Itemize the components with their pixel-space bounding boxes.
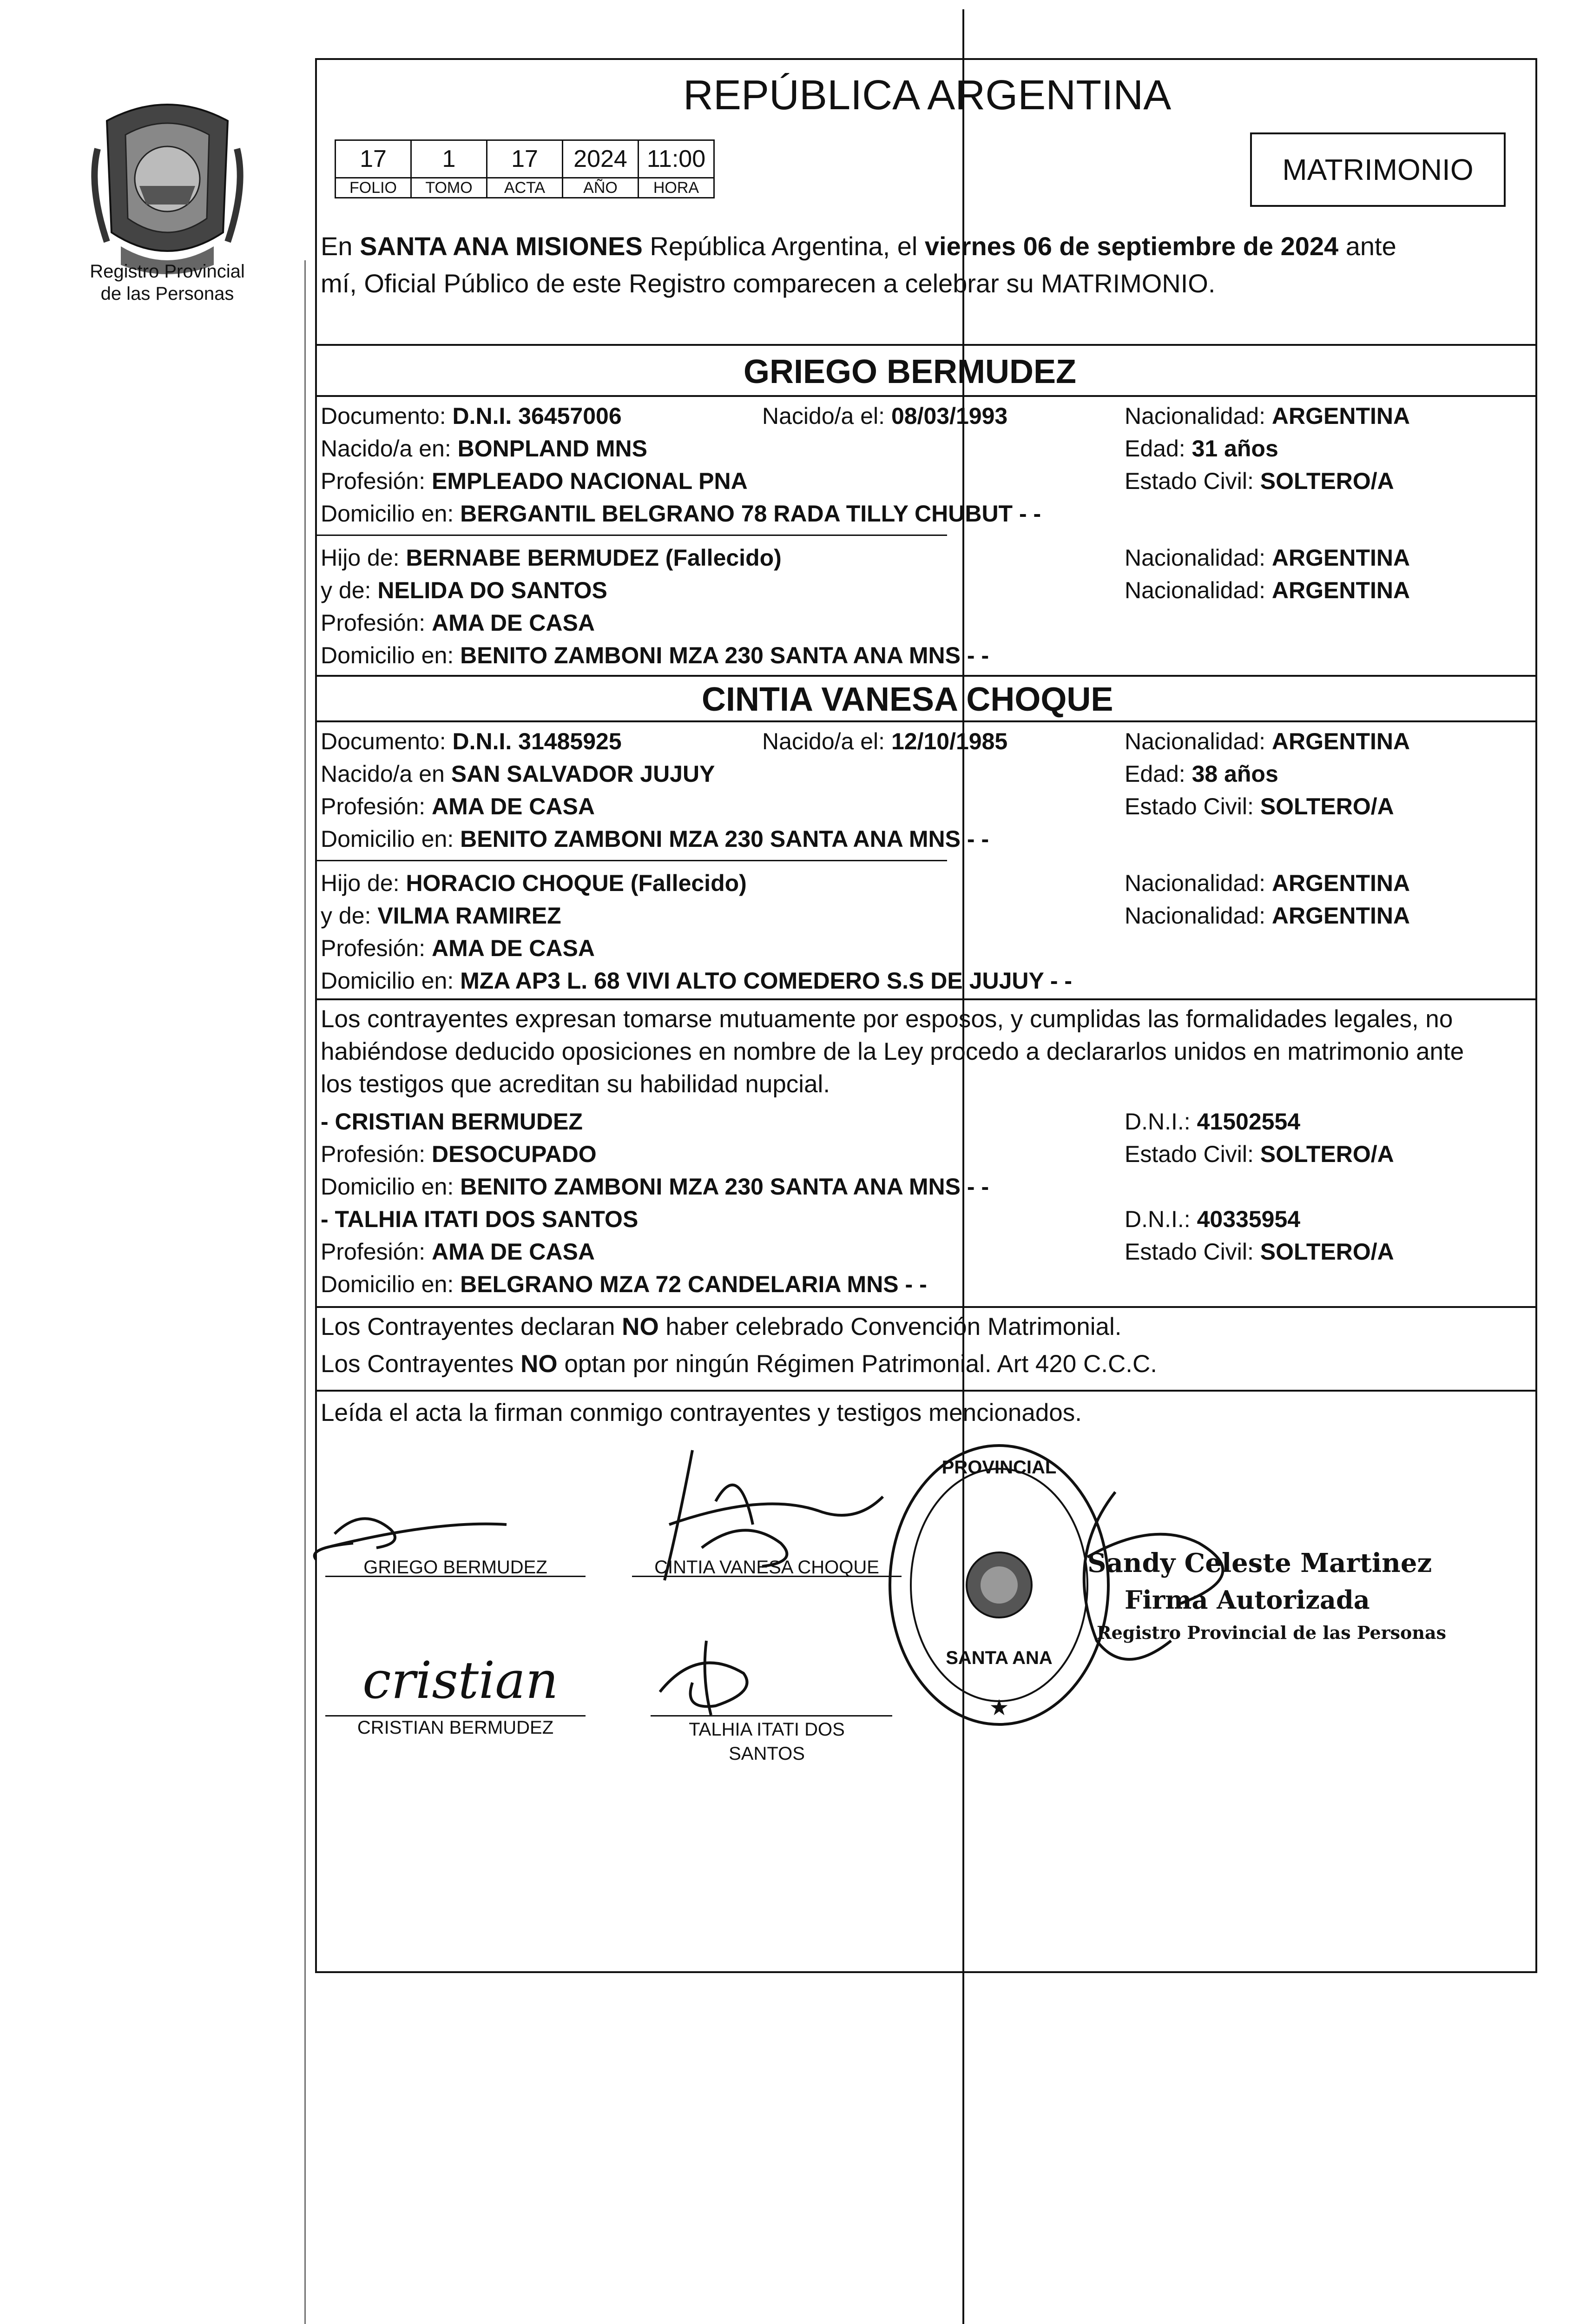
witness1-dni-label: D.N.I.:: [1125, 1109, 1191, 1135]
declaration-line1: Los contrayentes expresan tomarse mutuamente por esposos, y cumplidas las formalidades legales, no: [321, 1005, 1453, 1033]
c2-civil: SOLTERO/A: [1260, 793, 1394, 819]
closing-line: Leída el acta la firman conmigo contrayentes y testigos mencionados.: [321, 1399, 1082, 1426]
c2-born: 12/10/1985: [891, 728, 1008, 754]
witness2-civil-label: Estado Civil:: [1125, 1239, 1254, 1265]
divider-c1-parents: [315, 535, 947, 536]
convention1-pre: Los Contrayentes declaran: [321, 1313, 622, 1340]
declaration-line2: habiéndose deducido oposiciones en nombre de la Ley procedo a declararlos unidos en matrimonio ante: [321, 1038, 1464, 1065]
anio-value: 2024: [563, 140, 639, 178]
witness1-dom: BENITO ZAMBONI MZA 230 SANTA ANA MNS - -: [460, 1174, 989, 1200]
c2-parents-prof: AMA DE CASA: [432, 935, 595, 961]
registry-name: [70, 260, 265, 305]
act-type-box: [1250, 132, 1506, 207]
c1-parents-prof-row: [321, 607, 595, 639]
witness2-dni-label: D.N.I.:: [1125, 1206, 1191, 1232]
c1-doc-row: [321, 400, 622, 432]
c2-parents-dom-row: [321, 964, 1072, 997]
witness1-name: - CRISTIAN BERMUDEZ: [321, 1109, 583, 1135]
c1-dom-row: [321, 497, 1041, 530]
signature-cristian-handwritten: cristian: [362, 1651, 559, 1710]
c1-mother-row: [321, 574, 607, 607]
divider-conv: [315, 1306, 1537, 1308]
tomo-value: 1: [411, 140, 487, 178]
contrayente2-name: CINTIA VANESA CHOQUE: [702, 681, 1113, 718]
c2-doc-label: Documento:: [321, 728, 446, 754]
signature-line-3: [325, 1715, 586, 1717]
signature-label-3: CRISTIAN BERMUDEZ: [357, 1717, 554, 1738]
signature-label-1: GRIEGO BERMUDEZ: [363, 1557, 547, 1578]
registry-name-line2: de las Personas: [100, 284, 234, 304]
stamp-center-text: SANTA ANA: [946, 1648, 1053, 1668]
divider-c2-b: [315, 720, 1537, 722]
witness1-dom-row: [321, 1170, 989, 1203]
frame-bottom: [315, 1971, 1537, 1973]
provincial-seal-icon: [88, 93, 246, 279]
c2-age-label: Edad:: [1125, 761, 1185, 787]
c1-father-label: Hijo de:: [321, 545, 400, 571]
c1-prof: EMPLEADO NACIONAL PNA: [432, 468, 748, 494]
c2-prof-label: Profesión:: [321, 793, 426, 819]
c1-father-nat: ARGENTINA: [1271, 545, 1410, 571]
c2-father-nat-label: Nacionalidad:: [1125, 870, 1265, 896]
c2-birthplace: SAN SALVADOR JUJUY: [451, 761, 715, 787]
c1-mother-nat-row: [1125, 574, 1410, 607]
c1-age-label: Edad:: [1125, 436, 1185, 462]
c2-doc: D.N.I. 31485925: [452, 728, 622, 754]
witness2-dom: BELGRANO MZA 72 CANDELARIA MNS - -: [460, 1271, 927, 1297]
c2-prof-row: [321, 790, 595, 823]
c2-parents-dom: MZA AP3 L. 68 VIVI ALTO COMEDERO S.S DE JUJUY - -: [460, 968, 1073, 994]
signature-label-4-line2: SANTOS: [729, 1743, 805, 1764]
c1-age-row: [1125, 432, 1278, 465]
convention-line2: [321, 1348, 1157, 1380]
c1-mother-label: y de:: [321, 577, 371, 603]
c2-parents-dom-label: Domicilio en:: [321, 968, 454, 994]
c1-parents-dom-row: [321, 639, 989, 672]
witness1-prof-row: [321, 1138, 597, 1170]
registry-emblem: [88, 93, 246, 279]
c2-parents-prof-row: [321, 932, 595, 964]
folio-value: 17: [336, 140, 411, 178]
c2-mother: VILMA RAMIREZ: [377, 903, 561, 929]
witness1-prof: DESOCUPADO: [432, 1141, 597, 1167]
c1-mother-nat: ARGENTINA: [1271, 577, 1410, 603]
left-margin-line: [304, 260, 306, 2324]
tomo-label: TOMO: [411, 178, 487, 198]
c1-father-nat-row: [1125, 541, 1410, 574]
c2-father-row: [321, 867, 747, 899]
c2-dom: BENITO ZAMBONI MZA 230 SANTA ANA MNS - -: [460, 826, 989, 852]
registry-name-line1: Registro Provincial: [90, 261, 245, 282]
convention1-post: haber celebrado Convención Matrimonial.: [658, 1313, 1122, 1340]
contrayente1-name: GRIEGO BERMUDEZ: [744, 353, 1077, 390]
c2-nat: ARGENTINA: [1271, 728, 1410, 754]
witness2-prof: AMA DE CASA: [432, 1239, 595, 1265]
divider-c2-parents: [315, 860, 947, 861]
c2-father-nat-row: [1125, 867, 1410, 899]
witness2-name: - TALHIA ITATI DOS SANTOS: [321, 1206, 639, 1232]
c1-father: BERNABE BERMUDEZ (Fallecido): [406, 545, 782, 571]
hora-value: 11:00: [639, 140, 714, 178]
divider-c1: [315, 395, 1537, 397]
hora-label: HORA: [639, 178, 714, 198]
intro-text-a: En: [321, 231, 360, 261]
c1-civil-row: [1125, 465, 1394, 497]
divider-closing: [315, 1390, 1537, 1392]
acta-label: ACTA: [487, 178, 563, 198]
country-title: REPÚBLICA ARGENTINA: [683, 72, 1172, 119]
convention-line1: [321, 1311, 1121, 1343]
official-org: Registro Provincial de las Personas: [1097, 1622, 1447, 1643]
witness1-civil-row: [1125, 1138, 1394, 1170]
c2-mother-label: y de:: [321, 903, 371, 929]
signature-line-4: [651, 1715, 892, 1717]
intro-text-b: República Argentina, el: [642, 231, 925, 261]
convention2-pre: Los Contrayentes: [321, 1350, 521, 1378]
intro-line2: mí, Oficial Público de este Registro comparecen a celebrar su MATRIMONIO.: [321, 269, 1216, 298]
witness2-dni-row: [1125, 1203, 1300, 1235]
c2-mother-nat-row: [1125, 899, 1410, 932]
c2-nat-label: Nacionalidad:: [1125, 728, 1265, 754]
c1-birthplace-row: [321, 432, 647, 465]
c2-prof: AMA DE CASA: [432, 793, 595, 819]
c1-parents-dom: BENITO ZAMBONI MZA 230 SANTA ANA MNS - -: [460, 642, 989, 668]
convention1-no: NO: [622, 1313, 659, 1340]
witness1-civil: SOLTERO/A: [1260, 1141, 1394, 1167]
c2-age: 38 años: [1192, 761, 1278, 787]
c1-birthplace-label: Nacido/a en:: [321, 436, 451, 462]
c1-prof-label: Profesión:: [321, 468, 426, 494]
intro-line1: [321, 228, 1396, 265]
c2-dom-label: Domicilio en:: [321, 826, 454, 852]
c1-father-nat-label: Nacionalidad:: [1125, 545, 1265, 571]
declaration-line3: los testigos que acreditan su habilidad nupcial.: [321, 1070, 830, 1098]
intro-place: SANTA ANA MISIONES: [360, 231, 643, 261]
anio-label: AÑO: [563, 178, 639, 198]
c1-prof-row: [321, 465, 748, 497]
divider-decl: [315, 998, 1537, 1000]
witness2-civil-row: [1125, 1235, 1394, 1268]
convention2-no: NO: [520, 1350, 558, 1378]
c1-born: 08/03/1993: [891, 403, 1008, 429]
c2-father-nat: ARGENTINA: [1271, 870, 1410, 896]
signature-label-4: [651, 1717, 883, 1766]
divider-c2: [315, 675, 1537, 677]
official-name: Sandy Celeste Martinez: [1087, 1548, 1432, 1578]
witness2-dom-label: Domicilio en:: [321, 1271, 454, 1297]
c1-civil-label: Estado Civil:: [1125, 468, 1254, 494]
intro-text-c: ante: [1338, 231, 1396, 261]
signature-label-2: CINTIA VANESA CHOQUE: [654, 1557, 879, 1578]
acta-value: 17: [487, 140, 563, 178]
divider-intro: [315, 344, 1537, 346]
c1-born-label: Nacido/a el:: [762, 403, 885, 429]
c2-born-row: [762, 725, 1007, 758]
witness2-dni: 40335954: [1197, 1206, 1301, 1232]
c1-parents-prof: AMA DE CASA: [432, 610, 595, 636]
c1-birthplace: BONPLAND MNS: [457, 436, 647, 462]
c2-father-label: Hijo de:: [321, 870, 400, 896]
c1-dom-label: Domicilio en:: [321, 501, 454, 527]
c1-doc: D.N.I. 36457006: [452, 403, 622, 429]
c1-dom: BERGANTIL BELGRANO 78 RADA TILLY CHUBUT - -: [460, 501, 1041, 527]
witness2-prof-label: Profesión:: [321, 1239, 426, 1265]
signature-label-4-line1: TALHIA ITATI DOS: [689, 1719, 845, 1740]
c2-civil-row: [1125, 790, 1394, 823]
witness1-civil-label: Estado Civil:: [1125, 1141, 1254, 1167]
svg-text:★: ★: [989, 1696, 1009, 1720]
convention2-post: optan por ningún Régimen Patrimonial. Art 420 C.C.C.: [557, 1350, 1157, 1378]
c1-parents-dom-label: Domicilio en:: [321, 642, 454, 668]
c2-mother-nat: ARGENTINA: [1271, 903, 1410, 929]
witness1-dni-row: [1125, 1105, 1300, 1138]
c1-civil: SOLTERO/A: [1260, 468, 1394, 494]
c2-father: HORACIO CHOQUE (Fallecido): [406, 870, 747, 896]
witness2-civil: SOLTERO/A: [1260, 1239, 1394, 1265]
frame-top: [315, 58, 1537, 60]
c1-born-row: [762, 400, 1007, 432]
c2-civil-label: Estado Civil:: [1125, 793, 1254, 819]
act-type: MATRIMONIO: [1282, 153, 1474, 186]
c2-born-label: Nacido/a el:: [762, 728, 885, 754]
signature-talhia-icon: [641, 1636, 781, 1720]
c1-mother-nat-label: Nacionalidad:: [1125, 577, 1265, 603]
c2-nat-row: [1125, 725, 1410, 758]
c2-birthplace-label: Nacido/a en: [321, 761, 445, 787]
act-reference-table: [335, 139, 715, 198]
witness2-dom-row: [321, 1268, 927, 1301]
folio-label: FOLIO: [336, 178, 411, 198]
official-role: Firma Autorizada: [1125, 1585, 1370, 1615]
c2-parents-prof-label: Profesión:: [321, 935, 426, 961]
c1-mother: NELIDA DO SANTOS: [377, 577, 607, 603]
c2-birthplace-row: [321, 758, 715, 790]
c1-doc-label: Documento:: [321, 403, 446, 429]
c1-nat-row: [1125, 400, 1410, 432]
c1-father-row: [321, 541, 782, 574]
c2-doc-row: [321, 725, 622, 758]
c1-age: 31 años: [1192, 436, 1278, 462]
c2-dom-row: [321, 823, 989, 855]
c2-mother-row: [321, 899, 561, 932]
intro-date: viernes 06 de septiembre de 2024: [924, 231, 1339, 261]
witness1-dom-label: Domicilio en:: [321, 1174, 454, 1200]
svg-text:PROVINCIAL: PROVINCIAL: [941, 1457, 1057, 1478]
c2-age-row: [1125, 758, 1278, 790]
c2-mother-nat-label: Nacionalidad:: [1125, 903, 1265, 929]
witness2-prof-row: [321, 1235, 595, 1268]
witness1-dni: 41502554: [1197, 1109, 1301, 1135]
c1-nat: ARGENTINA: [1271, 403, 1410, 429]
c1-nat-label: Nacionalidad:: [1125, 403, 1265, 429]
c1-parents-prof-label: Profesión:: [321, 610, 426, 636]
witness1-prof-label: Profesión:: [321, 1141, 426, 1167]
